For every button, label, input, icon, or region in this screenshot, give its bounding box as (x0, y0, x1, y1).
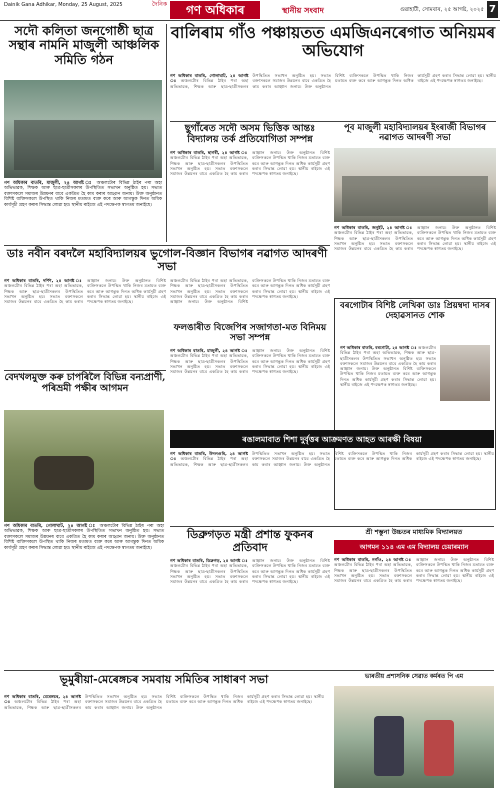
story9-text: অঞ্চলটোৰ বিভিন্ন ঠাইৰ পৰা অহা অভিভাৱক, শিক্ষক আৰু ছাত্ৰ-ছাত্ৰীসকলৰ উপস্থিতিত সভাখন অনুষ্ঠিত হয়। সভাত বক্তাসকলে সমাজৰ উন্নয়নৰ বাবে একত্ৰিত হৈ কাম কৰাৰ আহ্বান জনায়। উক্ত অনুষ্ঠানত বিশিষ্ট ব্যক্তিসকলে উপস্থিত থাকি নিজৰ মতামত ব্যক্ত কৰে আৰু আগন্তুক দিনত অধিক কাৰ্যসূচী গ্ৰহণ কৰাৰ সিদ্ধান্ত লোৱা হয়। স্থানীয় ৰাইজে এই পদক্ষেপক স্বাগতম জনাইছে। (170, 451, 494, 467)
story11-headline: আগমন ১১৪ এম এম বিদ্যালয় চেয়াৰম্যান (334, 540, 494, 554)
story9-byline: গণ অধিকাৰ বাতৰি, উদলগুৰি, ২৪ আগষ্ট ঃ (170, 451, 248, 462)
story10-byline: গণ অধিকাৰ বাতৰি, ডিব্ৰুগড়, ২৪ আগষ্ট ঃ (170, 558, 248, 563)
story11-text: অঞ্চলটোৰ বিভিন্ন ঠাইৰ পৰা অহা অভিভাৱক, শিক্ষক আৰু ছাত্ৰ-ছাত্ৰীসকলৰ উপস্থিতিত সভাখন অনুষ্ঠিত হয়। সভাত বক্তাসকলে সমাজৰ উন্নয়নৰ বাবে একত্ৰিত হৈ কাম কৰাৰ আহ্বান জনায়। উক্ত অনুষ্ঠানত বিশিষ্ট ব্যক্তিসকলে উপস্থিত থাকি নিজৰ মতামত ব্যক্ত কৰে আৰু আগন্তুক দিনত অধিক কাৰ্যসূচী গ্ৰহণ কৰাৰ সিদ্ধান্ত লোৱা হয়। স্থানীয় ৰাইজে এই পদক্ষেপক স্বাগতম জনাইছে। (334, 557, 494, 584)
story8-byline: গণ অধিকাৰ বাতৰি, গোলাঘাট, ২৪ আগষ্ট ঃ (4, 524, 97, 529)
brand-name: গণ অধিকাৰ (170, 1, 260, 19)
brand-tagline: দৈনিক (152, 1, 168, 8)
story10-headline: ডিব্ৰুগড়ত মন্ত্ৰী প্ৰশান্ত ফুকনৰ প্ৰতিবাদ (186, 528, 314, 554)
row-rule (4, 245, 330, 246)
story2-headline: বালিৰাম গাঁও পঞ্চায়তত এমজিএনৰেগাত অনিয়মৰ অভিযোগ (170, 23, 496, 61)
story11-kicker: শ্ৰী শম্ভুনা উচ্চতৰ মাধ্যমিক বিদ্যালয়ত (365, 528, 463, 536)
story12-text: অঞ্চলটোৰ বিভিন্ন ঠাইৰ পৰা অহা অভিভাৱক, শিক্ষক আৰু ছাত্ৰ-ছাত্ৰীসকলৰ উপস্থিতিত সভাখন অনুষ্ঠিত হয়। সভাত বক্তাসকলে সমাজৰ উন্নয়নৰ বাবে একত্ৰিত হৈ কাম কৰাৰ আহ্বান জনায়। উক্ত অনুষ্ঠানত বিশিষ্ট ব্যক্তিসকলে উপস্থিত থাকি নিজৰ মতামত ব্যক্ত কৰে আৰু আগন্তুক দিনত অধিক কাৰ্যসূচী গ্ৰহণ কৰাৰ সিদ্ধান্ত লোৱা হয়। স্থানীয় ৰাইজে এই পদক্ষেপক স্বাগতম জনাইছে। (4, 694, 324, 710)
row-rule-3 (170, 526, 494, 527)
story6-byline: গণ অধিকাৰ বাতৰি, মাজুলী, ২৪ আগষ্ট ঃ (170, 348, 248, 353)
story8-text: অঞ্চলটোৰ বিভিন্ন ঠাইৰ পৰা অহা অভিভাৱক, শিক্ষক আৰু ছাত্ৰ-ছাত্ৰীসকলৰ উপস্থিতিত সভাখন অনুষ্ঠিত হয়। সভাত বক্তাসকলে সমাজৰ উন্নয়নৰ বাবে একত্ৰিত হৈ কাম কৰাৰ আহ্বান জনায়। উক্ত অনুষ্ঠানত বিশিষ্ট ব্যক্তিসকলে উপস্থিত থাকি নিজৰ মতামত ব্যক্ত কৰে আৰু আগন্তুক দিনত অধিক কাৰ্যসূচী গ্ৰহণ কৰাৰ সিদ্ধান্ত লোৱা হয়। স্থানীয় ৰাইজে এই পদক্ষেপক স্বাগতম জনাইছে। (4, 524, 164, 551)
story4-body (334, 225, 496, 295)
story1-byline: গণ অধিকাৰ বাতৰি, মাজুলী, ২৪ আগষ্ট ঃ (4, 181, 94, 186)
brand-logo (0, 0, 260, 20)
story1-photo (4, 80, 162, 178)
story2-byline: গণ অধিকাৰ বাতৰি, গোলাঘাট, ২৪ আগষ্ট ঃ (170, 73, 249, 84)
story4-headline: পূব মাজুলী মহাবিদ্যালয়ৰ ইংৰাজী বিভাগৰ নৱাগত আদৰণী সভা (344, 123, 486, 143)
story12-body (4, 694, 324, 788)
masthead (0, 0, 500, 20)
story12-byline: গণ অধিকাৰ বাতৰি, মেৰেঙ্গচৰ, ২৪ আগষ্ট ঃ (4, 694, 81, 705)
edition-line: Dainik Gana Adhikar, Monday, 25 August, 2025 (4, 2, 123, 8)
story4-text: অঞ্চলটোৰ বিভিন্ন ঠাইৰ পৰা অহা অভিভাৱক, শিক্ষক আৰু ছাত্ৰ-ছাত্ৰীসকলৰ উপস্থিতিত সভাখন অনুষ্ঠিত হয়। সভাত বক্তাসকলে সমাজৰ উন্নয়নৰ বাবে একত্ৰিত হৈ কাম কৰাৰ আহ্বান জনায়। উক্ত অনুষ্ঠানত বিশিষ্ট ব্যক্তিসকলে উপস্থিত থাকি নিজৰ মতামত ব্যক্ত কৰে আৰু আগন্তুক দিনত অধিক কাৰ্যসূচী গ্ৰহণ কৰাৰ সিদ্ধান্ত লোৱা হয়। স্থানীয় ৰাইজে এই পদক্ষেপক স্বাগতম জনাইছে। (334, 225, 496, 252)
story2-body (170, 73, 496, 120)
story7-text: অঞ্চলটোৰ বিভিন্ন ঠাইৰ পৰা অহা অভিভাৱক, শিক্ষক আৰু ছাত্ৰ-ছাত্ৰীসকলৰ উপস্থিতিত সভাখন অনুষ্ঠিত হয়। সভাত বক্তাসকলে সমাজৰ উন্নয়নৰ বাবে একত্ৰিত হৈ কাম কৰাৰ আহ্বান জনায়। উক্ত অনুষ্ঠানত বিশিষ্ট ব্যক্তিসকলে উপস্থিত থাকি নিজৰ মতামত ব্যক্ত কৰে আৰু আগন্তুক দিনত অধিক কাৰ্যসূচী গ্ৰহণ কৰাৰ সিদ্ধান্ত লোৱা হয়। স্থানীয় ৰাইজে এই পদক্ষেপক স্বাগতম জনাইছে। (340, 345, 436, 388)
story1-text: অঞ্চলটোৰ বিভিন্ন ঠাইৰ পৰা অহা অভিভাৱক, শিক্ষক আৰু ছাত্ৰ-ছাত্ৰীসকলৰ উপস্থিতিত সভাখন অনুষ্ঠিত হয়। সভাত বক্তাসকলে সমাজৰ উন্নয়নৰ বাবে একত্ৰিত হৈ কাম কৰাৰ আহ্বান জনায়। উক্ত অনুষ্ঠানত বিশিষ্ট ব্যক্তিসকলে উপস্থিত থাকি নিজৰ মতামত ব্যক্ত কৰে আৰু আগন্তুক দিনত অধিক কাৰ্যসূচী গ্ৰহণ কৰাৰ সিদ্ধান্ত লোৱা হয়। স্থানীয় ৰাইজে এই পদক্ষেপক স্বাগতম জনাইছে। (4, 181, 162, 208)
story9-body (170, 451, 494, 523)
story6-headline: ফলঙাৰীত বিজেপিৰ সজাগতা-মত বিনিময় সভা সম্পন্ন (173, 323, 327, 344)
story3-byline: গণ অধিকাৰ বাতৰি, ছাগৰী, ২৪ আগষ্ট ঃ (170, 150, 248, 155)
story1-headline: সদৌ কলিতা জনগোষ্ঠী ছাত্র সন্থাৰ নামনি মাজুলী আঞ্চলিক সমিতি গঠন (8, 23, 160, 67)
story11-body (334, 557, 494, 667)
story10-body (170, 558, 330, 668)
column-rule (166, 24, 167, 242)
story5-body-cont (170, 278, 330, 320)
story10-text: অঞ্চলটোৰ বিভিন্ন ঠাইৰ পৰা অহা অভিভাৱক, শিক্ষক আৰু ছাত্ৰ-ছাত্ৰীসকলৰ উপস্থিতিত সভাখন অনুষ্ঠিত হয়। সভাত বক্তাসকলে সমাজৰ উন্নয়নৰ বাবে একত্ৰিত হৈ কাম কৰাৰ আহ্বান জনায়। উক্ত অনুষ্ঠানত বিশিষ্ট ব্যক্তিসকলে উপস্থিত থাকি নিজৰ মতামত ব্যক্ত কৰে আৰু আগন্তুক দিনত অধিক কাৰ্যসূচী গ্ৰহণ কৰাৰ সিদ্ধান্ত লোৱা হয়। স্থানীয় ৰাইজে এই পদক্ষেপক স্বাগতম জনাইছে। (170, 558, 330, 585)
story5-body (4, 278, 166, 368)
masthead-rule (0, 20, 500, 21)
story12-photo (334, 686, 494, 788)
story5-headline: ডাঃ নবীন বৰদলৈ মহাবিদ্যালয়ৰ ভুগোল-বিজ্ঞান বিভাগৰ নৱাগত আদৰণী সভা (6, 247, 328, 273)
row-rule-4 (4, 670, 494, 671)
story3-text: অঞ্চলটোৰ বিভিন্ন ঠাইৰ পৰা অহা অভিভাৱক, শিক্ষক আৰু ছাত্ৰ-ছাত্ৰীসকলৰ উপস্থিতিত সভাখন অনুষ্ঠিত হয়। সভাত বক্তাসকলে সমাজৰ উন্নয়নৰ বাবে একত্ৰিত হৈ কাম কৰাৰ আহ্বান জনায়। উক্ত অনুষ্ঠানত বিশিষ্ট ব্যক্তিসকলে উপস্থিত থাকি নিজৰ মতামত ব্যক্ত কৰে আৰু আগন্তুক দিনত অধিক কাৰ্যসূচী গ্ৰহণ কৰাৰ সিদ্ধান্ত লোৱা হয়। স্থানীয় ৰাইজে এই পদক্ষেপক স্বাগতম জনাইছে। (170, 150, 330, 177)
story3-body (170, 150, 330, 242)
story12-kicker: ভাৰতীয় প্ৰশাসনিক সেৱাত কৰ্মৰত পি এম (364, 673, 464, 680)
story4-byline: গণ অধিকাৰ বাতৰি, জনুইট, ২৪ আগষ্ট ঃ (334, 225, 413, 230)
story3-headline: ছুগাঁৰেত সদৌ অসম ভিত্তিক আন্তঃ বিদ্যালয় তৰ্ক প্ৰতিযোগিতা সম্পন্ন (184, 123, 316, 145)
issue-date: গুৱাহাটী, সোমবাৰ, ২৫ আগষ্ট, ২০২৫ (399, 7, 484, 13)
story8-photo (4, 410, 164, 522)
row-rule-2 (4, 370, 166, 371)
story5-byline: গণ অধিকাৰ বাতৰি, দৰ্শিণ, ২৪ আগষ্ট ঃ (4, 278, 83, 283)
story7-photo (440, 345, 490, 401)
story6-text: অঞ্চলটোৰ বিভিন্ন ঠাইৰ পৰা অহা অভিভাৱক, শিক্ষক আৰু ছাত্ৰ-ছাত্ৰীসকলৰ উপস্থিতিত সভাখন অনুষ্ঠিত হয়। সভাত বক্তাসকলে সমাজৰ উন্নয়নৰ বাবে একত্ৰিত হৈ কাম কৰাৰ আহ্বান জনায়। উক্ত অনুষ্ঠানত বিশিষ্ট ব্যক্তিসকলে উপস্থিত থাকি নিজৰ মতামত ব্যক্ত কৰে আৰু আগন্তুক দিনত অধিক কাৰ্যসূচী গ্ৰহণ কৰাৰ সিদ্ধান্ত লোৱা হয়। স্থানীয় ৰাইজে এই পদক্ষেপক স্বাগতম জনাইছে। (170, 348, 330, 375)
page-number: 7 (487, 1, 498, 18)
story4-photo (334, 148, 496, 222)
story11-byline: গণ অধিকাৰ বাতৰি, নগাঁও, ২৪ আগষ্ট ঃ (334, 557, 412, 562)
story7-headline: বৰগোটাৰ বিশিষ্ট লেখিকা ডাঃ প্ৰিয়ম্বদা দাসৰ দেহাৱসানত শোক (340, 301, 490, 321)
story8-headline: বেদখলমুক্ত কৰু চাপৰিলৈ বিভিন্ন বন্যপ্ৰাণী, পৰিভ্ৰমী পক্ষীৰ আগমন (4, 372, 166, 394)
section-label: স্থানীয় সংবাদ (282, 6, 324, 15)
story5-text-cont: অঞ্চলটোৰ বিভিন্ন ঠাইৰ পৰা অহা অভিভাৱক, শিক্ষক আৰু ছাত্ৰ-ছাত্ৰীসকলৰ উপস্থিতিত সভাখন অনুষ্ঠিত হয়। সভাত বক্তাসকলে সমাজৰ উন্নয়নৰ বাবে একত্ৰিত হৈ কাম কৰাৰ আহ্বান জনায়। উক্ত অনুষ্ঠানত বিশিষ্ট ব্যক্তিসকলে উপস্থিত থাকি নিজৰ মতামত ব্যক্ত কৰে আৰু আগন্তুক দিনত অধিক কাৰ্যসূচী গ্ৰহণ কৰাৰ সিদ্ধান্ত লোৱা হয়। স্থানীয় ৰাইজে এই পদক্ষেপক স্বাগতম জনাইছে। (170, 278, 330, 305)
story5-text: অঞ্চলটোৰ বিভিন্ন ঠাইৰ পৰা অহা অভিভাৱক, শিক্ষক আৰু ছাত্ৰ-ছাত্ৰীসকলৰ উপস্থিতিত সভাখন অনুষ্ঠিত হয়। সভাত বক্তাসকলে সমাজৰ উন্নয়নৰ বাবে একত্ৰিত হৈ কাম কৰাৰ আহ্বান জনায়। উক্ত অনুষ্ঠানত বিশিষ্ট ব্যক্তিসকলে উপস্থিত থাকি নিজৰ মতামত ব্যক্ত কৰে আৰু আগন্তুক দিনত অধিক কাৰ্যসূচী গ্ৰহণ কৰাৰ সিদ্ধান্ত লোৱা হয়। স্থানীয় ৰাইজে এই পদক্ষেপক স্বাগতম জনাইছে। (4, 278, 166, 305)
story1-body (4, 181, 162, 243)
story9-headline: ৰঙালমাবাত শিশা দুৰ্বৃত্তৰ আক্ৰমণত আহত আৰক্ষী বিষয়া (170, 430, 494, 448)
story8-body (4, 524, 164, 634)
story12-headline: ভূমুৰীয়া-মেৰেঙ্গচৰ সমবায় সমিতিৰ সাধাৰণ সভা (59, 673, 269, 686)
story6-body (170, 348, 330, 428)
story2-rule (170, 121, 496, 122)
story2-text: অঞ্চলটোৰ বিভিন্ন ঠাইৰ পৰা অহা অভিভাৱক, শিক্ষক আৰু ছাত্ৰ-ছাত্ৰীসকলৰ উপস্থিতিত সভাখন অনুষ্ঠিত হয়। সভাত বক্তাসকলে সমাজৰ উন্নয়নৰ বাবে একত্ৰিত হৈ কাম কৰাৰ আহ্বান জনায়। উক্ত অনুষ্ঠানত বিশিষ্ট ব্যক্তিসকলে উপস্থিত থাকি নিজৰ মতামত ব্যক্ত কৰে আৰু আগন্তুক দিনত অধিক কাৰ্যসূচী গ্ৰহণ কৰাৰ সিদ্ধান্ত লোৱা হয়। স্থানীয় ৰাইজে এই পদক্ষেপক স্বাগতম জনাইছে। (170, 73, 496, 89)
story7-byline: গণ অধিকাৰ বাতৰি, বৰগোটা, ২৪ আগষ্ট ঃ (340, 345, 417, 350)
